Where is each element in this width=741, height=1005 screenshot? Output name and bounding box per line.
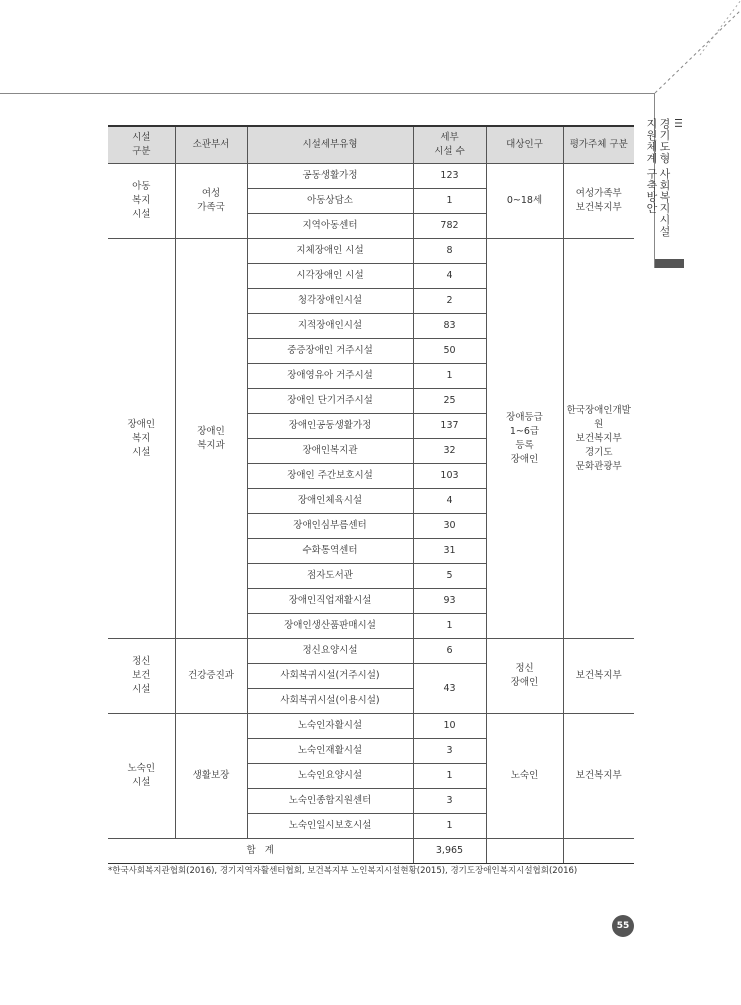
source-note: *한국사회복지관협회(2016), 경기지역자활센터협회, 보건복지부 노인복지시설현황(2015), 경기도장애인복지시설협회(2016): [108, 866, 578, 876]
type-cell: 장애인공동생활가정: [247, 414, 413, 439]
type-cell: 노숙인재활시설: [247, 739, 413, 764]
type-cell: 장애영유아 거주시설: [247, 364, 413, 389]
type-cell: 장애인복지관: [247, 439, 413, 464]
type-cell: 노숙인요양시설: [247, 764, 413, 789]
target-cell: 장애등급 1~6급 등록 장애인: [486, 239, 563, 639]
total-label: 합 계: [108, 839, 413, 864]
count-cell: 30: [413, 514, 486, 539]
evaluator-cell: 한국장애인개발원 보건복지부 경기도 문화관광부: [563, 239, 634, 639]
type-cell: 장애인 주간보호시설: [247, 464, 413, 489]
type-cell: 아동상담소: [247, 189, 413, 214]
count-cell: 32: [413, 439, 486, 464]
type-cell: 중증장애인 거주시설: [247, 339, 413, 364]
total-empty-evaluator: [563, 839, 634, 864]
count-cell: 1: [413, 614, 486, 639]
count-cell: 4: [413, 489, 486, 514]
department-cell: 건강증진과: [175, 639, 247, 714]
table-row: [108, 239, 634, 264]
target-cell: 0~18세: [486, 164, 563, 239]
header-department: 소관부서: [175, 126, 247, 164]
type-cell: 지적장애인시설: [247, 314, 413, 339]
count-cell: 10: [413, 714, 486, 739]
type-cell: 노숙인일시보호시설: [247, 814, 413, 839]
header-target: 대상인구: [486, 126, 563, 164]
side-tab-title-2: 지원체계 구축방안: [645, 118, 658, 214]
type-cell: 청각장애인시설: [247, 289, 413, 314]
category-cell: 아동 복지 시설: [108, 164, 175, 239]
type-cell: 수화통역센터: [247, 539, 413, 564]
count-cell: 123: [413, 164, 486, 189]
chapter-number: III: [672, 118, 683, 129]
count-cell: 782: [413, 214, 486, 239]
count-cell: 43: [413, 664, 486, 714]
total-row: [108, 839, 634, 864]
count-cell: 5: [413, 564, 486, 589]
target-cell: 노숙인: [486, 714, 563, 839]
department-cell: 장애인 복지과: [175, 239, 247, 639]
type-cell: 장애인 단기거주시설: [247, 389, 413, 414]
total-empty-target: [486, 839, 563, 864]
count-cell: 93: [413, 589, 486, 614]
type-cell: 노숙인자활시설: [247, 714, 413, 739]
type-cell: 장애인직업재활시설: [247, 589, 413, 614]
type-cell: 지역아동센터: [247, 214, 413, 239]
total-count: 3,965: [413, 839, 486, 864]
count-cell: 1: [413, 814, 486, 839]
type-cell: 정신요양시설: [247, 639, 413, 664]
target-cell: 정신 장애인: [486, 639, 563, 714]
evaluator-cell: 여성가족부 보건복지부: [563, 164, 634, 239]
count-cell: 50: [413, 339, 486, 364]
type-cell: 장애인생산품판매시설: [247, 614, 413, 639]
header-rule: [0, 93, 655, 94]
count-cell: 1: [413, 364, 486, 389]
type-cell: 사회복귀시설(거주시설): [247, 664, 413, 689]
count-cell: 4: [413, 264, 486, 289]
table-row: [108, 639, 634, 664]
evaluator-cell: 보건복지부: [563, 714, 634, 839]
type-cell: 장애인체육시설: [247, 489, 413, 514]
table-row: [108, 714, 634, 739]
count-cell: 8: [413, 239, 486, 264]
evaluator-cell: 보건복지부: [563, 639, 634, 714]
header-category: 시설 구분: [108, 126, 175, 164]
category-cell: 장애인 복지 시설: [108, 239, 175, 639]
type-cell: 노숙인종합지원센터: [247, 789, 413, 814]
type-cell: 지체장애인 시설: [247, 239, 413, 264]
count-cell: 137: [413, 414, 486, 439]
category-cell: 노숙인 시설: [108, 714, 175, 839]
count-cell: 25: [413, 389, 486, 414]
category-cell: 정신 보건 시설: [108, 639, 175, 714]
department-cell: 여성 가족국: [175, 164, 247, 239]
count-cell: 2: [413, 289, 486, 314]
table-row: [108, 164, 634, 189]
side-tab-title-1: 경기도형 사회복지시설: [658, 118, 671, 237]
count-cell: 31: [413, 539, 486, 564]
type-cell: 사회복귀시설(이용시설): [247, 689, 413, 714]
count-cell: 1: [413, 189, 486, 214]
type-cell: 시각장애인 시설: [247, 264, 413, 289]
header-count: 세부 시설 수: [413, 126, 486, 164]
count-cell: 83: [413, 314, 486, 339]
count-cell: 3: [413, 739, 486, 764]
count-cell: 1: [413, 764, 486, 789]
side-tab-label: [645, 118, 684, 258]
type-cell: 장애인심부름센터: [247, 514, 413, 539]
side-tab-bar: [655, 259, 684, 268]
type-cell: 공동생활가정: [247, 164, 413, 189]
count-cell: 3: [413, 789, 486, 814]
table-header-row: [108, 126, 634, 164]
type-cell: 점자도서관: [247, 564, 413, 589]
count-cell: 6: [413, 639, 486, 664]
page-number: 55: [612, 915, 634, 937]
header-facility-type: 시설세부유형: [247, 126, 413, 164]
department-cell: 생활보장: [175, 714, 247, 839]
count-cell: 103: [413, 464, 486, 489]
facility-table: [108, 125, 634, 864]
header-evaluator: 평가주체 구분: [563, 126, 634, 164]
